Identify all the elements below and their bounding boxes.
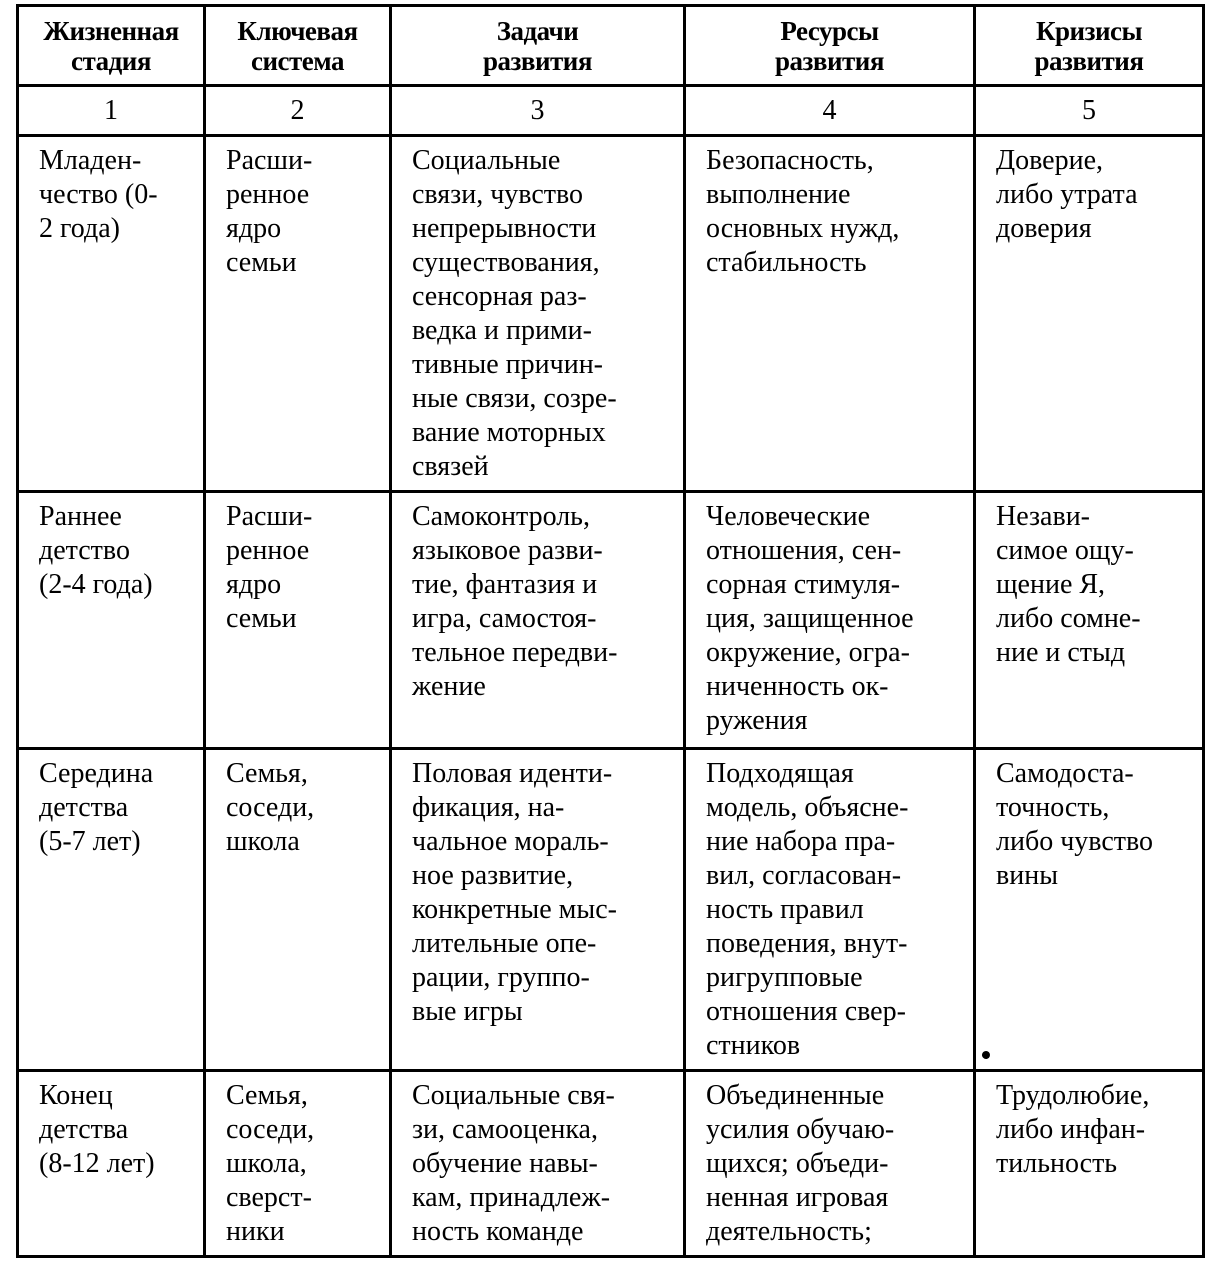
header-life-stage: Жизненная стадия bbox=[18, 6, 205, 86]
cell-life-stage: Середина детства (5-7 лет) bbox=[18, 748, 205, 1070]
cell-life-stage: Младен- чество (0- 2 года) bbox=[18, 136, 205, 492]
cell-crises: Трудолюбие, либо инфан- тильность bbox=[975, 1070, 1204, 1256]
table-row bbox=[18, 136, 1204, 492]
cell-key-system: Семья, соседи, школа bbox=[205, 748, 391, 1070]
column-number: 5 bbox=[975, 86, 1204, 136]
table-row bbox=[18, 748, 1204, 1070]
cell-tasks: Самоконтроль, языковое разви- тие, фантазия и игра, самостоя- тельное передви- жение bbox=[391, 492, 685, 748]
table-row bbox=[18, 492, 1204, 748]
cell-key-system: Расши- ренное ядро семьи bbox=[205, 492, 391, 748]
column-number: 3 bbox=[391, 86, 685, 136]
cell-life-stage: Раннее детство (2-4 года) bbox=[18, 492, 205, 748]
header-development-resources: Ресурсы развития bbox=[685, 6, 975, 86]
development-stages-table bbox=[16, 4, 1205, 1258]
header-development-tasks: Задачи развития bbox=[391, 6, 685, 86]
cell-resources: Безопасность, выполнение основных нужд, стабильность bbox=[685, 136, 975, 492]
cell-tasks: Социальные связи, чувство непрерывности существования, сенсорная раз- ведка и прими- тивные причин- ные связи, созре- вание моторных связей bbox=[391, 136, 685, 492]
column-number: 1 bbox=[18, 86, 205, 136]
cell-crises: Самодоста- точность, либо чувство вины bbox=[975, 748, 1204, 1070]
table-row bbox=[18, 1070, 1204, 1256]
cell-key-system: Семья, соседи, школа, сверст- ники bbox=[205, 1070, 391, 1256]
header-key-system: Ключевая система bbox=[205, 6, 391, 86]
column-number-row bbox=[18, 86, 1204, 136]
cell-resources: Объединенные усилия обучаю- щихся; объеди- ненная игровая деятельность; bbox=[685, 1070, 975, 1256]
column-number: 2 bbox=[205, 86, 391, 136]
cell-tasks: Социальные свя- зи, самооценка, обучение навы- кам, принадлеж- ность команде bbox=[391, 1070, 685, 1256]
cell-crises: Доверие, либо утрата доверия bbox=[975, 136, 1204, 492]
cell-crises: Незави- симое ощу- щение Я, либо сомне- ние и стыд bbox=[975, 492, 1204, 748]
header-development-crises: Кризисы развития bbox=[975, 6, 1204, 86]
cell-key-system: Расши- ренное ядро семьи bbox=[205, 136, 391, 492]
cell-resources: Подходящая модель, объясне- ние набора пра- вил, согласован- ность правил поведения, внут- ригрупповые отношения свер- стников bbox=[685, 748, 975, 1070]
header-row bbox=[18, 6, 1204, 86]
cell-resources: Человеческие отношения, сен- сорная стимуля- ция, защищенное окружение, огра- ниченность ок- ружения bbox=[685, 492, 975, 748]
cell-life-stage: Конец детства (8-12 лет) bbox=[18, 1070, 205, 1256]
column-number: 4 bbox=[685, 86, 975, 136]
cell-tasks: Половая иденти- фикация, на- чальное мораль- ное развитие, конкретные мыс- лительные опе- рации, группо- вые игры bbox=[391, 748, 685, 1070]
